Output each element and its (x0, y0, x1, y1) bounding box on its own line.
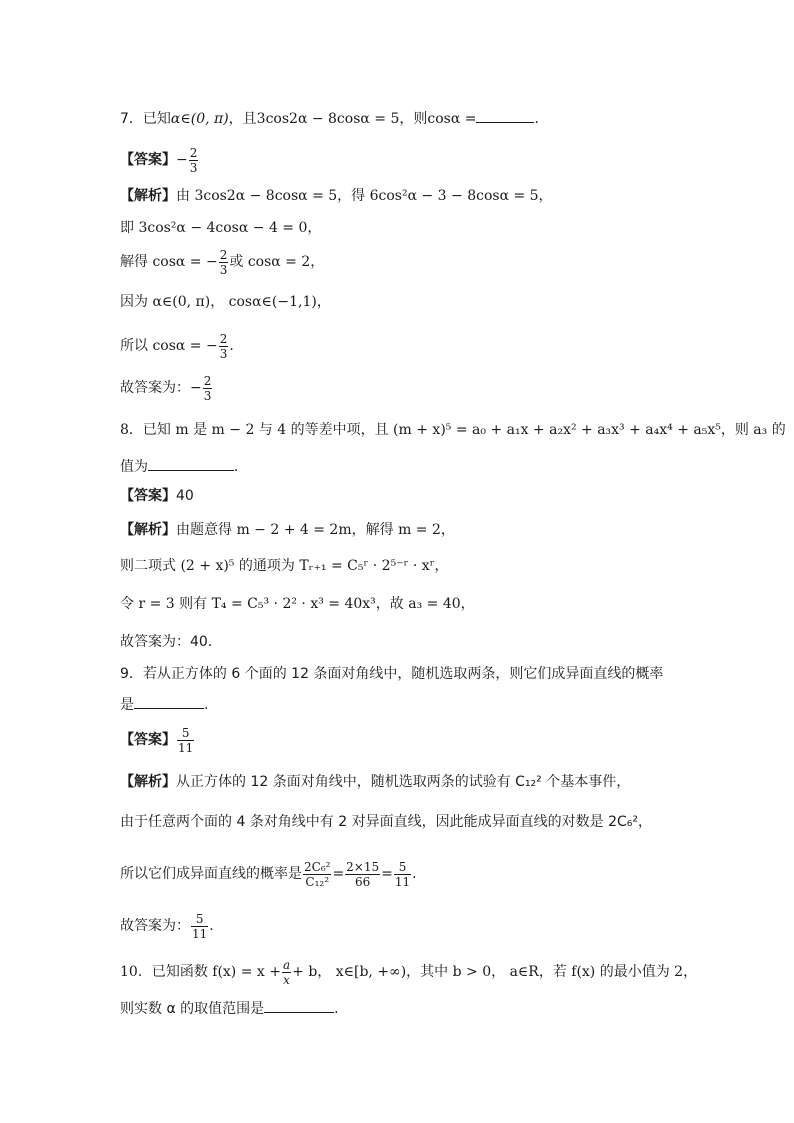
q9-analysis-3: 所以它们成异面直线的概率是 $\frac{\text{2C₆²}}{\text{C₁₂²}}$ = $\frac{2\times 15}{66}$ = $\frac{5}{11}$ . (120, 859, 417, 889)
q9-analysis-4: 故答案为： $\frac{5}{11}$ . (120, 911, 214, 941)
q7-stem: 7．已知α∈(0, π)，且3cos2α − 8cosα = 5，则cosα = ． (120, 108, 548, 129)
q7-analysis-3: 解得 cosα = − $\frac{2}{3}$ 或 cosα = 2， (120, 247, 325, 277)
fraction: $\frac{2}{3}$ (219, 247, 228, 277)
fraction: $\frac{a}{x}$ (282, 957, 291, 987)
fraction: $\frac{2}{3}$ (219, 331, 228, 361)
q7-analysis-2: 即 3cos²α − 4cosα − 4 = 0， (120, 220, 322, 236)
answer-blank[interactable] (264, 998, 334, 1013)
q8-stem-2: 值为 ． (120, 456, 248, 477)
q8-answer: 【答案】40 (120, 488, 194, 504)
q10-stem-2: 则实数 α 的取值范围是 . (120, 998, 339, 1019)
q9-answer: 【答案】 $\frac{5}{11}$ (120, 725, 194, 755)
q7-analysis-6: 故答案为：− $\frac{2}{3}$ (120, 373, 212, 403)
q9-analysis-2: 由于任意两个面的 4 条对角线中有 2 对异面直线，因此能成异面直线的对数是 2C₆²， (120, 814, 652, 830)
fraction: $\frac{5}{11}$ (178, 725, 194, 755)
q7-analysis-4: 因为 α∈(0, π)， cosα∈(−1,1)， (120, 294, 331, 310)
q8-analysis-1: 【解析】由题意得 m − 2 + 4 = 2m，解得 m = 2， (120, 522, 455, 538)
q10-stem-1: 10．已知函数 f(x) = x + $\frac{a}{x}$ + b， x∈[b, +∞)，其中 b > 0， a∈R，若 f(x) 的最小值为 2， (120, 957, 698, 987)
q8-analysis-4: 故答案为：40． (120, 634, 222, 650)
q7-answer: 【答案】− $\frac{2}{3}$ (120, 145, 198, 175)
fraction: $\frac{2}{3}$ (189, 145, 198, 175)
q7-analysis-5: 所以 cosα = − $\frac{2}{3}$ . (120, 331, 234, 361)
fraction: $\frac{5}{11}$ (394, 859, 411, 889)
q8-stem-1: 8．已知 m 是 m − 2 与 4 的等差中项，且 (m + x)⁵ = a₀ + a₁x + a₂x² + a₃x³ + a₄x⁴ + a₅x⁵，则 a₃ 的 (120, 422, 786, 438)
q9-stem-1: 9．若从正方体的 6 个面的 12 条面对角线中，随机选取两条，则它们成异面直线的概率 (120, 666, 664, 682)
q9-stem-2: 是 . (120, 694, 208, 715)
answer-blank[interactable] (476, 108, 534, 123)
q7-analysis-1: 【解析】由 3cos2α − 8cosα = 5，得 6cos²α − 3 − 8cosα = 5， (120, 188, 553, 204)
fraction: $\frac{2}{3}$ (203, 373, 212, 403)
fraction: $\frac{2\times 15}{66}$ (346, 859, 380, 889)
q8-analysis-3: 令 r = 3 则有 T₄ = C₅³ · 2² · x³ = 40x³，故 a₃ = 40， (120, 596, 475, 612)
answer-blank[interactable] (148, 456, 234, 471)
q8-analysis-2: 则二项式 (2 + x)⁵ 的通项为 Tᵣ₊₁ = C₅ʳ · 2⁵⁻ʳ · xʳ， (120, 558, 449, 574)
answer-blank[interactable] (134, 694, 204, 709)
fraction: $\frac{\text{2C₆²}}{\text{C₁₂²}}$ (304, 859, 331, 889)
fraction: $\frac{5}{11}$ (192, 911, 208, 941)
q9-analysis-1: 【解析】从正方体的 12 条面对角线中，随机选取两条的试验有 C₁₂² 个基本事件， (120, 774, 631, 790)
